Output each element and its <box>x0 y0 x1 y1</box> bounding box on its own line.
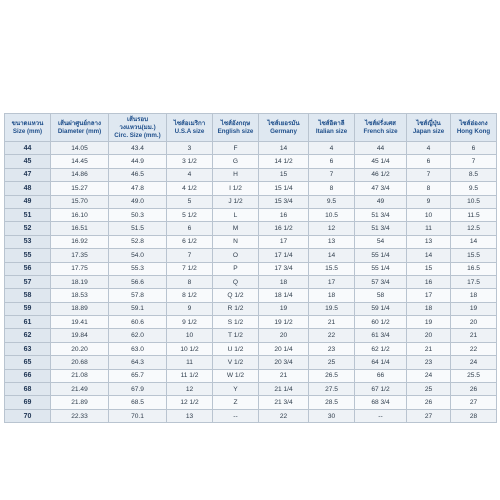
table-cell: S 1/2 <box>213 316 259 329</box>
table-cell: 20 3/4 <box>259 356 309 369</box>
table-cell: 22 <box>309 329 355 342</box>
ring-size-cell: 69 <box>5 396 51 409</box>
table-cell: 28 <box>451 409 497 422</box>
table-cell: 57 3/4 <box>355 275 407 288</box>
table-cell: 19.5 <box>309 302 355 315</box>
table-cell: 19.41 <box>51 316 109 329</box>
table-cell: N <box>213 235 259 248</box>
ring-size-cell: 56 <box>5 262 51 275</box>
column-header-english: Hong Kong <box>456 127 491 135</box>
table-cell: 7 <box>407 168 451 181</box>
table-cell: -- <box>355 409 407 422</box>
table-cell: -- <box>213 409 259 422</box>
table-cell: 47 3/4 <box>355 182 407 195</box>
table-cell: 3 1/2 <box>167 155 213 168</box>
table-cell: 12.5 <box>451 222 497 235</box>
table-cell: 17 1/4 <box>259 249 309 262</box>
table-cell: 7 1/2 <box>167 262 213 275</box>
table-row <box>5 275 497 288</box>
table-cell: 15 1/4 <box>259 182 309 195</box>
table-cell: T 1/2 <box>213 329 259 342</box>
table-cell: 23 <box>309 342 355 355</box>
table-cell: R 1/2 <box>213 302 259 315</box>
table-cell: 8 1/2 <box>167 289 213 302</box>
table-cell: 24 <box>407 369 451 382</box>
table-cell: 11.5 <box>451 208 497 221</box>
column-header-english: U.S.A size <box>174 127 205 135</box>
table-row <box>5 409 497 422</box>
table-cell: 18 <box>259 275 309 288</box>
column-header-thai: ไซส์อังกฤษ <box>220 119 251 127</box>
table-cell: W 1/2 <box>213 369 259 382</box>
table-cell: 70.1 <box>109 409 167 422</box>
table-cell: 16.51 <box>51 222 109 235</box>
table-cell: 59.1 <box>109 302 167 315</box>
table-cell: 16.10 <box>51 208 109 221</box>
table-cell: 4 <box>407 142 451 155</box>
column-header <box>213 114 259 142</box>
table-cell: 14 <box>451 235 497 248</box>
table-cell: 11 1/2 <box>167 369 213 382</box>
table-cell: 14 <box>407 249 451 262</box>
column-header-english: Circ. Size (mm.) <box>114 131 161 139</box>
table-cell: 51.5 <box>109 222 167 235</box>
table-row <box>5 142 497 155</box>
table-cell: 9.5 <box>309 195 355 208</box>
table-cell: 64.3 <box>109 356 167 369</box>
table-cell: 54.0 <box>109 249 167 262</box>
table-cell: 51 3/4 <box>355 222 407 235</box>
table-cell: 25.5 <box>451 369 497 382</box>
table-cell: 19 <box>407 316 451 329</box>
ring-size-cell: 59 <box>5 302 51 315</box>
table-cell: 8.5 <box>451 168 497 181</box>
table-row <box>5 262 497 275</box>
table-cell: 12 <box>309 222 355 235</box>
table-cell: 14.45 <box>51 155 109 168</box>
column-header <box>5 114 51 142</box>
table-cell: 17 <box>259 235 309 248</box>
table-cell: 63.0 <box>109 342 167 355</box>
table-cell: 15 <box>407 262 451 275</box>
table-row <box>5 208 497 221</box>
table-cell: 20 1/4 <box>259 342 309 355</box>
table-cell: 26 <box>407 396 451 409</box>
column-header-thai: เส้นรอบวงแหวน(มม.) <box>119 115 156 131</box>
table-cell: J 1/2 <box>213 195 259 208</box>
table-cell: 15 3/4 <box>259 195 309 208</box>
table-cell: 19 1/2 <box>259 316 309 329</box>
table-cell: 17 3/4 <box>259 262 309 275</box>
column-header-english: Italian size <box>315 127 348 135</box>
table-cell: 21 1/4 <box>259 383 309 396</box>
table-cell: 17 <box>309 275 355 288</box>
ring-size-cell: 55 <box>5 249 51 262</box>
table-cell: 10 1/2 <box>167 342 213 355</box>
column-header-english: Japan size <box>412 127 445 135</box>
table-cell: 21.89 <box>51 396 109 409</box>
table-cell: F <box>213 142 259 155</box>
table-cell: 44.9 <box>109 155 167 168</box>
table-cell: 57.8 <box>109 289 167 302</box>
table-cell: 22.33 <box>51 409 109 422</box>
table-cell: Q 1/2 <box>213 289 259 302</box>
table-cell: 20 <box>407 329 451 342</box>
column-header-thai: ไซส์อเมริกา <box>173 119 206 127</box>
table-cell: 27 <box>451 396 497 409</box>
table-cell: 18.19 <box>51 275 109 288</box>
ring-size-cell: 53 <box>5 235 51 248</box>
table-cell: 47.8 <box>109 182 167 195</box>
table-cell: 10 <box>407 208 451 221</box>
table-row <box>5 249 497 262</box>
table-cell: 4 1/2 <box>167 182 213 195</box>
table-cell: 18 <box>407 302 451 315</box>
table-cell: 11 <box>407 222 451 235</box>
ring-size-cell: 44 <box>5 142 51 155</box>
table-cell: 59 1/4 <box>355 302 407 315</box>
column-header <box>51 114 109 142</box>
column-header-thai: ขนาดแหวน <box>11 119 44 127</box>
table-row <box>5 356 497 369</box>
ring-size-cell: 61 <box>5 316 51 329</box>
table-cell: 27.5 <box>309 383 355 396</box>
table-cell: 45 1/4 <box>355 155 407 168</box>
column-header <box>451 114 497 142</box>
ring-size-cell: 63 <box>5 342 51 355</box>
table-cell: 62 1/2 <box>355 342 407 355</box>
table-cell: 6 <box>451 142 497 155</box>
table-cell: 17.35 <box>51 249 109 262</box>
table-cell: 16.5 <box>451 262 497 275</box>
table-row <box>5 155 497 168</box>
column-header-english: Diameter (mm) <box>57 127 102 135</box>
table-cell: 6 <box>167 222 213 235</box>
table-cell: 3 <box>167 142 213 155</box>
table-cell: 9 <box>407 195 451 208</box>
table-cell: 15.5 <box>451 249 497 262</box>
table-cell: L <box>213 208 259 221</box>
table-cell: 27 <box>407 409 451 422</box>
ring-size-cell: 49 <box>5 195 51 208</box>
table-cell: 22 <box>259 409 309 422</box>
table-cell: 21 3/4 <box>259 396 309 409</box>
column-header-thai: ไซส์อิตาลี <box>318 119 345 127</box>
table-cell: 24 <box>451 356 497 369</box>
ring-size-cell: 58 <box>5 289 51 302</box>
table-cell: 12 <box>167 383 213 396</box>
ring-size-cell: 68 <box>5 383 51 396</box>
column-header <box>259 114 309 142</box>
table-cell: 12 1/2 <box>167 396 213 409</box>
table-cell: 4 <box>167 168 213 181</box>
table-cell: 13 <box>167 409 213 422</box>
table-row <box>5 329 497 342</box>
table-cell: 23 <box>407 356 451 369</box>
table-cell: 67.9 <box>109 383 167 396</box>
table-cell: 15.5 <box>309 262 355 275</box>
table-cell: 65.7 <box>109 369 167 382</box>
table-cell: 43.4 <box>109 142 167 155</box>
column-header-thai: ไซส์ฮ่องกง <box>459 119 488 127</box>
table-cell: 13 <box>309 235 355 248</box>
table-row <box>5 289 497 302</box>
table-cell: 18.53 <box>51 289 109 302</box>
table-cell: 6 <box>407 155 451 168</box>
table-cell: 5 <box>167 195 213 208</box>
table-cell: 15 <box>259 168 309 181</box>
table-cell: 52.8 <box>109 235 167 248</box>
table-cell: 8 <box>309 182 355 195</box>
table-row <box>5 168 497 181</box>
table-cell: 10 <box>167 329 213 342</box>
table-cell: M <box>213 222 259 235</box>
table-cell: 51 3/4 <box>355 208 407 221</box>
table-row <box>5 383 497 396</box>
table-cell: 13 <box>407 235 451 248</box>
table-cell: 20.68 <box>51 356 109 369</box>
table-cell: 68 3/4 <box>355 396 407 409</box>
table-cell: 46.5 <box>109 168 167 181</box>
ring-size-table <box>4 113 497 423</box>
table-cell: 19 <box>259 302 309 315</box>
table-cell: I 1/2 <box>213 182 259 195</box>
table-cell: 25 <box>407 383 451 396</box>
table-cell: 64 1/4 <box>355 356 407 369</box>
table-cell: 8 <box>407 182 451 195</box>
table-cell: 60 1/2 <box>355 316 407 329</box>
table-cell: O <box>213 249 259 262</box>
table-cell: 50.3 <box>109 208 167 221</box>
table-cell: 17.5 <box>451 275 497 288</box>
ring-size-cell: 70 <box>5 409 51 422</box>
table-cell: 21 <box>309 316 355 329</box>
column-header-english: French size <box>363 127 398 135</box>
table-cell: 8 <box>167 275 213 288</box>
table-cell: 7 <box>451 155 497 168</box>
table-cell: 49 <box>355 195 407 208</box>
table-cell: 14 <box>259 142 309 155</box>
table-cell: 30 <box>309 409 355 422</box>
ring-size-cell: 66 <box>5 369 51 382</box>
table-cell: 20.20 <box>51 342 109 355</box>
table-cell: P <box>213 262 259 275</box>
table-cell: 49.0 <box>109 195 167 208</box>
table-cell: 54 <box>355 235 407 248</box>
table-row <box>5 302 497 315</box>
ring-size-cell: 52 <box>5 222 51 235</box>
table-row <box>5 195 497 208</box>
table-cell: 9.5 <box>451 182 497 195</box>
table-cell: Y <box>213 383 259 396</box>
table-cell: 55 1/4 <box>355 249 407 262</box>
table-cell: Q <box>213 275 259 288</box>
table-cell: 56.6 <box>109 275 167 288</box>
column-header-thai: ไซส์ฝรั่งเศส <box>365 119 396 127</box>
table-body <box>5 142 497 423</box>
table-cell: G <box>213 155 259 168</box>
column-header-english: English size <box>217 127 254 135</box>
table-cell: 7 <box>309 168 355 181</box>
table-cell: 21.49 <box>51 383 109 396</box>
table-cell: 44 <box>355 142 407 155</box>
table-cell: 25 <box>309 356 355 369</box>
ring-size-cell: 57 <box>5 275 51 288</box>
table-cell: 14.86 <box>51 168 109 181</box>
table-row <box>5 222 497 235</box>
ring-size-cell: 51 <box>5 208 51 221</box>
table-cell: 55.3 <box>109 262 167 275</box>
table-cell: 14 <box>309 249 355 262</box>
column-header <box>109 114 167 142</box>
table-row <box>5 342 497 355</box>
table-header-row <box>5 114 497 142</box>
column-header <box>355 114 407 142</box>
table-cell: 21 <box>259 369 309 382</box>
ring-size-cell: 45 <box>5 155 51 168</box>
table-cell: 6 <box>309 155 355 168</box>
table-cell: 20 <box>259 329 309 342</box>
table-cell: 10.5 <box>309 208 355 221</box>
table-cell: 28.5 <box>309 396 355 409</box>
table-cell: 60.6 <box>109 316 167 329</box>
table-cell: 67 1/2 <box>355 383 407 396</box>
table-row <box>5 235 497 248</box>
table-cell: 10.5 <box>451 195 497 208</box>
table-cell: 14 1/2 <box>259 155 309 168</box>
table-cell: 19 <box>451 302 497 315</box>
table-cell: H <box>213 168 259 181</box>
table-cell: V 1/2 <box>213 356 259 369</box>
ring-size-cell: 62 <box>5 329 51 342</box>
table-cell: 21 <box>451 329 497 342</box>
table-row <box>5 396 497 409</box>
column-header <box>407 114 451 142</box>
table-cell: 17 <box>407 289 451 302</box>
table-cell: 16 <box>407 275 451 288</box>
table-cell: 61 3/4 <box>355 329 407 342</box>
ring-size-cell: 65 <box>5 356 51 369</box>
table-cell: 9 <box>167 302 213 315</box>
table-row <box>5 316 497 329</box>
table-cell: 26.5 <box>309 369 355 382</box>
table-cell: Z <box>213 396 259 409</box>
table-cell: 19.84 <box>51 329 109 342</box>
table-cell: 15.27 <box>51 182 109 195</box>
table-cell: 55 1/4 <box>355 262 407 275</box>
column-header-thai: ไซส์ญี่ปุ่น <box>416 119 441 127</box>
table-cell: 11 <box>167 356 213 369</box>
table-cell: 7 <box>167 249 213 262</box>
table-cell: 62.0 <box>109 329 167 342</box>
table-cell: 21 <box>407 342 451 355</box>
table-cell: 6 1/2 <box>167 235 213 248</box>
column-header-thai: ไซส์เยอรมัน <box>267 119 300 127</box>
table-cell: 17.75 <box>51 262 109 275</box>
table-cell: 16 1/2 <box>259 222 309 235</box>
table-cell: 16.92 <box>51 235 109 248</box>
table-cell: 18 <box>451 289 497 302</box>
column-header-english: Size (mm) <box>12 127 43 135</box>
table-cell: 20 <box>451 316 497 329</box>
table-cell: 18 1/4 <box>259 289 309 302</box>
ring-size-cell: 48 <box>5 182 51 195</box>
table-row <box>5 369 497 382</box>
table-cell: 58 <box>355 289 407 302</box>
table-cell: 68.5 <box>109 396 167 409</box>
table-cell: 16 <box>259 208 309 221</box>
table-cell: 4 <box>309 142 355 155</box>
column-header <box>167 114 213 142</box>
column-header <box>309 114 355 142</box>
table-cell: 21.08 <box>51 369 109 382</box>
table-row <box>5 182 497 195</box>
table-cell: 15.70 <box>51 195 109 208</box>
column-header-thai: เส้นผ่าศูนย์กลาง <box>57 119 102 127</box>
table-cell: 46 1/2 <box>355 168 407 181</box>
column-header-english: Germany <box>270 127 297 135</box>
table-cell: 18 <box>309 289 355 302</box>
table-cell: 5 1/2 <box>167 208 213 221</box>
table-cell: U 1/2 <box>213 342 259 355</box>
ring-size-chart <box>4 113 496 423</box>
table-cell: 26 <box>451 383 497 396</box>
ring-size-cell: 47 <box>5 168 51 181</box>
table-cell: 14.05 <box>51 142 109 155</box>
table-cell: 66 <box>355 369 407 382</box>
table-cell: 22 <box>451 342 497 355</box>
table-cell: 18.89 <box>51 302 109 315</box>
table-cell: 9 1/2 <box>167 316 213 329</box>
